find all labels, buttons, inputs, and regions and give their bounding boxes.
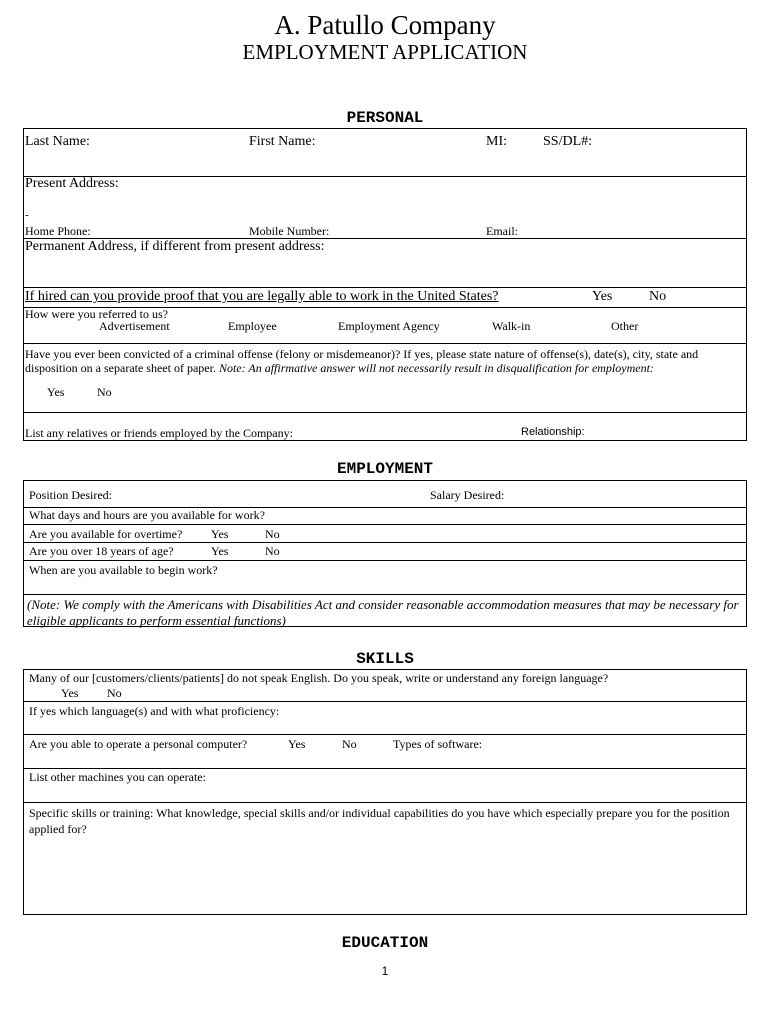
computer-yes-option[interactable]: Yes — [288, 737, 306, 751]
last-name-field[interactable]: Last Name: — [25, 134, 90, 149]
computer-no-option[interactable]: No — [342, 737, 357, 751]
relationship-field[interactable]: Relationship: — [521, 426, 585, 438]
permanent-address-field[interactable]: Permanent Address, if different from present address: — [25, 239, 325, 254]
personal-section-box — [23, 128, 747, 441]
company-name: A. Patullo Company — [274, 10, 496, 40]
conviction-question — [25, 347, 743, 375]
education-heading: EDUCATION — [341, 934, 429, 952]
conviction-no-option[interactable]: No — [97, 385, 112, 399]
language-question: Many of our [customers/clients/patients] do not speak English. Do you speak, write or understand any foreign language? — [29, 671, 609, 685]
over18-yes-option[interactable]: Yes — [211, 544, 229, 558]
divider — [23, 701, 747, 702]
employment-heading: EMPLOYMENT — [336, 460, 433, 478]
personal-heading: PERSONAL — [346, 109, 424, 127]
divider — [23, 524, 747, 525]
overtime-no-option[interactable]: No — [265, 527, 280, 541]
present-address-field[interactable]: Present Address: — [25, 176, 119, 191]
language-detail-field[interactable]: If yes which language(s) and with what proficiency: — [29, 704, 280, 718]
ada-note: (Note: We comply with the Americans with Disabilities Act and consider reasonable accommodation measures that may be necessary for eligible applicants to perform essential functions) — [27, 597, 739, 628]
referral-advertisement[interactable]: Advertisement — [99, 319, 170, 333]
divider — [23, 768, 747, 769]
legal-yes-option[interactable]: Yes — [592, 289, 613, 304]
divider — [23, 287, 747, 288]
conviction-question-text: Have you ever been convicted of a criminal offense (felony or misdemeanor)? If yes, please state nature of offense(s), date(s), city, state and disposition on a separate sheet of paper. — [25, 347, 699, 375]
start-date-field[interactable]: When are you available to begin work? — [29, 563, 218, 577]
legal-work-question: If hired can you provide proof that you are legally able to work in the United States? — [25, 289, 499, 304]
salary-desired-field[interactable]: Salary Desired: — [430, 488, 505, 502]
specific-skills-field[interactable]: Specific skills or training: What knowledge, special skills and/or individual capabilities do you have which especially prepare you for the position applied for? — [29, 806, 730, 836]
email-field[interactable]: Email: — [486, 224, 518, 238]
conviction-note: Note: An affirmative answer will not necessarily result in disqualification for employment: — [218, 361, 654, 375]
overtime-yes-option[interactable]: Yes — [211, 527, 229, 541]
divider — [23, 734, 747, 735]
language-no-option[interactable]: No — [107, 686, 122, 700]
home-phone-field[interactable]: Home Phone: — [25, 224, 91, 238]
divider — [23, 802, 747, 803]
referral-other[interactable]: Other — [611, 319, 639, 333]
dash-mark: - — [25, 209, 29, 221]
form-title: EMPLOYMENT APPLICATION — [242, 40, 528, 64]
software-types-field[interactable]: Types of software: — [393, 737, 483, 751]
position-desired-field[interactable]: Position Desired: — [29, 488, 112, 502]
over18-question: Are you over 18 years of age? — [29, 544, 174, 558]
computer-question: Are you able to operate a personal computer? — [29, 737, 248, 751]
divider — [23, 542, 747, 543]
legal-no-option[interactable]: No — [649, 289, 667, 304]
mobile-number-field[interactable]: Mobile Number: — [249, 224, 330, 238]
referral-walk-in[interactable]: Walk-in — [492, 319, 531, 333]
referred-question: How were you referred to us? — [25, 307, 168, 321]
divider — [23, 343, 747, 344]
relatives-field[interactable]: List any relatives or friends employed by the Company: — [25, 426, 293, 440]
days-hours-field[interactable]: What days and hours are you available for work? — [29, 508, 265, 522]
other-machines-field[interactable]: List other machines you can operate: — [29, 770, 206, 784]
language-yes-option[interactable]: Yes — [61, 686, 79, 700]
middle-initial-field[interactable]: MI: — [486, 134, 507, 149]
conviction-yes-option[interactable]: Yes — [47, 385, 65, 399]
overtime-question: Are you available for overtime? — [29, 527, 183, 541]
referral-employee[interactable]: Employee — [228, 319, 277, 333]
divider — [23, 176, 747, 177]
divider — [23, 412, 747, 413]
page-number: 1 — [381, 964, 389, 978]
over18-no-option[interactable]: No — [265, 544, 280, 558]
first-name-field[interactable]: First Name: — [249, 134, 316, 149]
ssdl-field[interactable]: SS/DL#: — [543, 134, 593, 149]
skills-heading: SKILLS — [356, 650, 414, 668]
divider — [23, 594, 747, 595]
referral-employment-agency[interactable]: Employment Agency — [338, 319, 440, 333]
divider — [23, 560, 747, 561]
